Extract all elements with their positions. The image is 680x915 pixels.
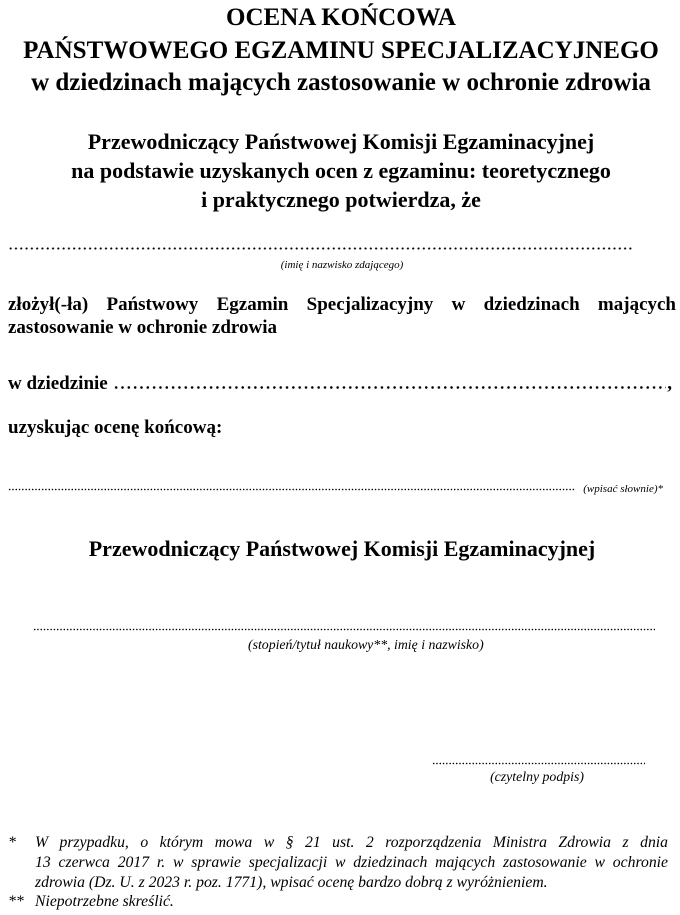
footnote-marker: ** [8,893,24,911]
final-grade-row [8,483,663,496]
final-grade-blank [8,488,576,491]
chair-name-caption: (stopień/tytuł naukowy**, imię i nazwisko) [248,637,484,652]
footnote-text [35,892,668,912]
document-title [2,2,680,100]
specialty-blank [113,386,667,389]
intro-line: Przewodniczący Państwowej Komisji Egzaminacyjnej [87,129,595,154]
exam-statement [8,293,676,339]
title-line: PAŃSTWOWEGO EGZAMINU SPECJALIZACYJNEGO [23,36,659,64]
chair-name-blank [33,628,655,631]
footnote-line: zdrowia (Dz. U. z 2023 r. poz. 1771), wpisać ocenę bardzo dobrą z wyróżnieniem. [35,873,548,891]
footnote-marker: * [8,834,16,851]
specialty-label: w dziedzinie [8,373,108,394]
specialty-trailing-comma: , [667,373,672,394]
commission-chair-heading: Przewodniczący Państwowej Komisji Egzaminacyjnej [88,536,596,561]
signature-caption: (czytelny podpis) [490,769,584,784]
title-line: w dziedzinach mających zastosowanie w ochronie zdrowia [31,69,651,96]
candidate-name-caption: (imię i nazwisko zdającego) [280,259,404,271]
footnote-line: Niepotrzebne skreślić. [35,893,174,911]
footnote [8,833,668,892]
footnote-line: W przypadku, o którym mowa w § 21 ust. 2 rozporządzenia Ministra Zdrowia z dnia [35,834,668,851]
intro-line: i praktycznego potwierdza, że [201,187,481,212]
specialty-field-row [8,372,672,395]
footnote-line: 13 czerwca 2017 r. w sprawie specjalizacji w dziedzinach mających zastosowanie w ochronie [35,853,668,871]
intro-line: na podstawie uzyskanych ocen z egzaminu: teoretycznego [71,158,611,183]
candidate-name-blank [8,247,632,250]
statement-line: złożył(-ła) Państwowy Egzamin Specjalizacyjny w dziedzinach mających [8,294,676,315]
final-grade-label: uzyskując ocenę końcową: [8,417,223,438]
footnotes [8,833,668,912]
footnote [8,892,668,912]
footnote-text [35,833,668,892]
final-grade-caption: (wpisać słownie)* [583,483,663,495]
signature-blank [432,762,645,765]
certification-intro [2,127,680,214]
statement-line: zastosowanie w ochronie zdrowia [8,317,277,338]
title-line: OCENA KOŃCOWA [226,4,456,31]
